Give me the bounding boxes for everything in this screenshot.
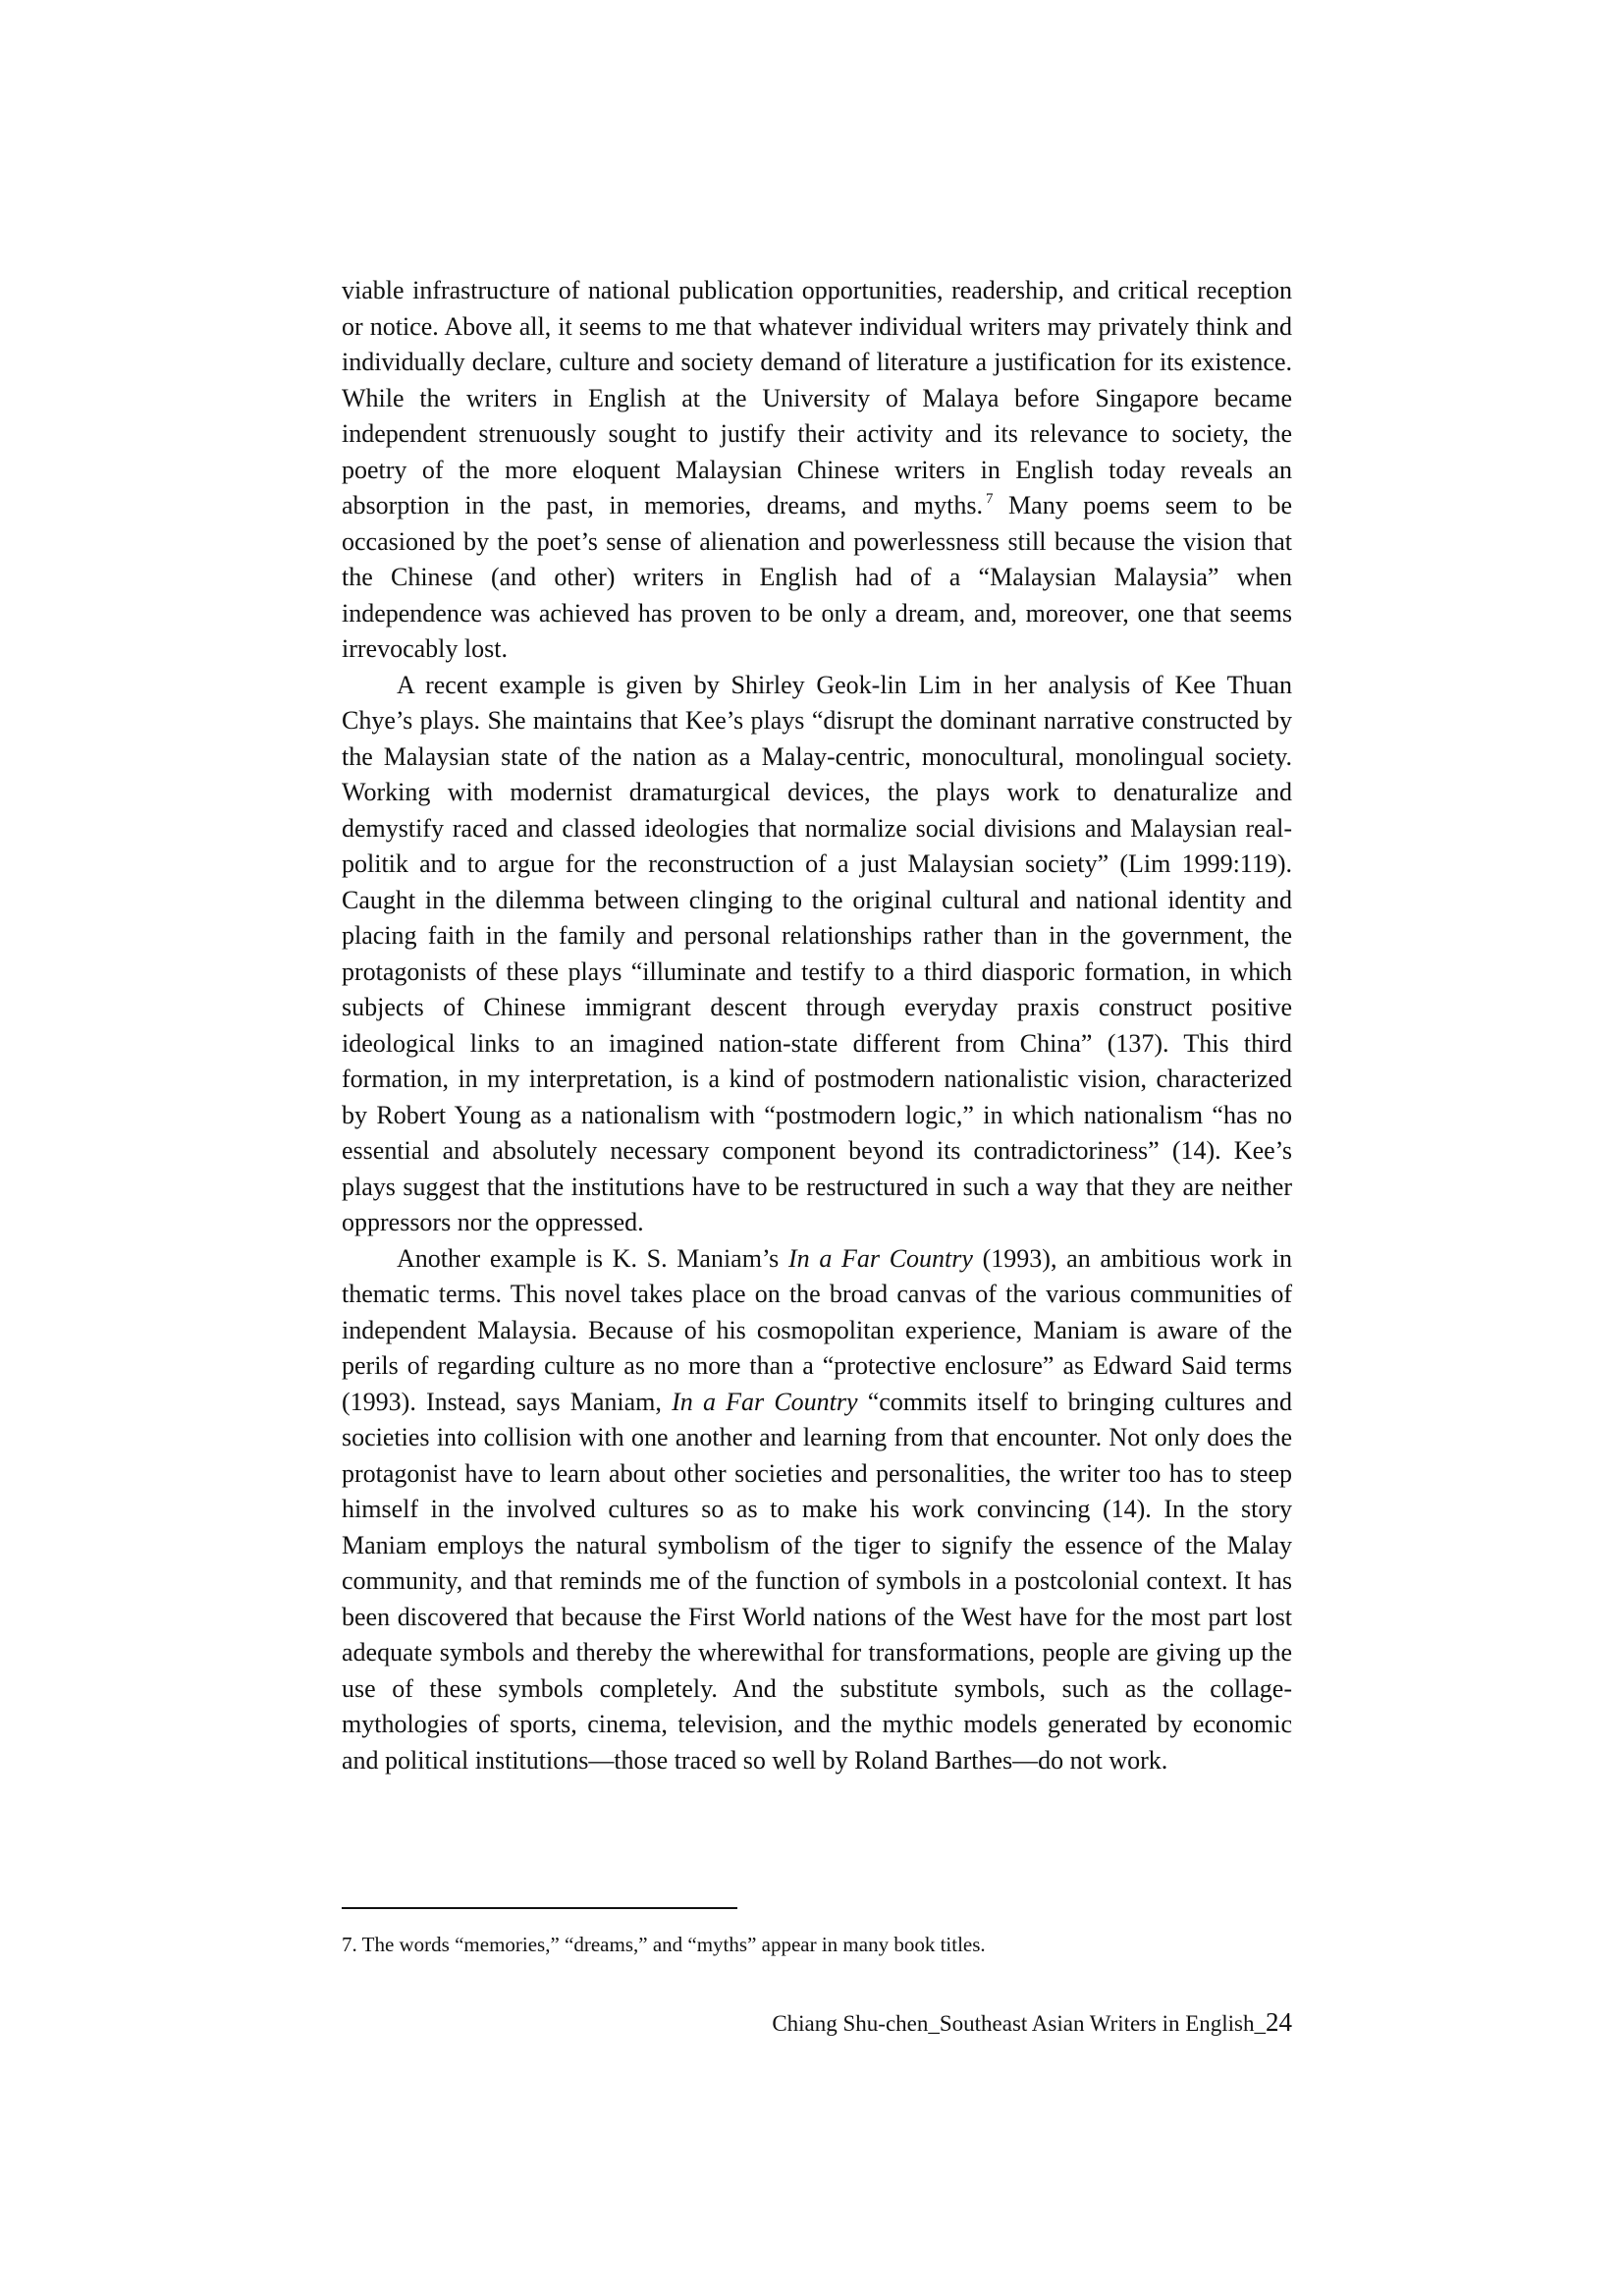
page-number: 24 xyxy=(1266,2007,1292,2037)
paragraph-1 xyxy=(342,273,1292,668)
footnote-reference-7[interactable]: 7 xyxy=(986,491,994,507)
footnote-separator xyxy=(342,1907,737,1909)
running-footer xyxy=(772,2006,1292,2040)
paragraph-2-text: A recent example is given by Shirley Geok-lin Lim in her analysis of Kee Thuan Chye’s plays. She maintains that Kee’s plays “disrupt the dominant narrative constructed by the Malaysian state of the nation as a Malay-centric, monocultural, monolingual society. Working with modernist dramaturgical devices, the plays work to denaturalize and demystify raced and classed ideologies that normalize social divisions and Malaysian real-politik and to argue for the reconstruction of a just Malaysian society” (Lim 1999:119). Caught in the dilemma between clinging to the original cultural and national identity and placing faith in the family and personal relationships rather than in the government, the protagonists of these plays “illuminate and testify to a third diasporic formation, in which subjects of Chinese immigrant descent through everyday praxis construct positive ideological links to an imagined nation-state different from China” (137). This third formation, in my interpretation, is a kind of postmodern nationalistic vision, characterized by Robert Young as a nationalism with “postmodern logic,” in which nationalism “has no essential and absolutely necessary component beyond its contradictoriness” (14). Kee’s plays suggest that the institutions have to be restructured in such a way that they are neither oppressors nor the oppressed. xyxy=(342,670,1292,1236)
paragraph-1-text-b: Many poems seem to be occasioned by the poet’s sense of alienation and powerlessness still because the vision that the Chinese (and other) writers in English had of a “Malaysian Malaysia” when independence was achieved has proven to be only a dream, and, moreover, one that seems irrevocably lost. xyxy=(342,491,1292,663)
running-title: Chiang Shu-chen_Southeast Asian Writers in English_ xyxy=(772,2011,1266,2036)
footnote-text: 7. The words “memories,” “dreams,” and “myths” appear in many book titles. xyxy=(342,1933,986,1956)
book-title-in-a-far-country-2: In a Far Country xyxy=(672,1387,858,1416)
paragraph-3-text-c: “commits itself to bringing cultures and societies into collision with one another and learning from that encounter. Not only does the protagonist have to learn about other societies and personalities, the writer too has to steep himself in the involved cultures so as to make his work convincing (14). In the story Maniam employs the natural symbolism of the tiger to signify the essence of the Malay community, and that reminds me of the function of symbols in a postcolonial context. It has been discovered that because the First World nations of the West have for the most part lost adequate symbols and thereby the wherewithal for transformations, people are giving up the use of these symbols completely. And the substitute symbols, such as the collage-mythologies of sports, cinema, television, and the mythic models generated by economic and political institutions—those traced so well by Roland Barthes—do not work. xyxy=(342,1387,1292,1775)
paragraph-3-text-b: (1993), an ambitious work in thematic terms. This novel takes place on the broad canvas of the various communities of independent Malaysia. Because of his cosmopolitan experience, Maniam is aware of the perils of regarding culture as no more than a “protective enclosure” as Edward Said terms (1993). Instead, says Maniam, xyxy=(342,1243,1292,1416)
book-title-in-a-far-country: In a Far Country xyxy=(787,1243,973,1273)
paragraph-3-text-a: Another example is K. S. Maniam’s xyxy=(397,1243,788,1273)
body-text xyxy=(342,273,1292,1778)
footnote-7 xyxy=(342,1931,1292,1958)
paragraph-1-text-a: viable infrastructure of national publication opportunities, readership, and critical reception or notice. Above all, it seems to me that whatever individual writers may privately think and individually declare, culture and society demand of literature a justification for its existence. While the writers in English at the University of Malaya before Singapore became independent strenuously sought to justify their activity and its relevance to society, the poetry of the more eloquent Malaysian Chinese writers in English today reveals an absorption in the past, in memories, dreams, and myths. xyxy=(342,276,1292,519)
paragraph-3 xyxy=(342,1241,1292,1779)
paragraph-2 xyxy=(342,668,1292,1241)
